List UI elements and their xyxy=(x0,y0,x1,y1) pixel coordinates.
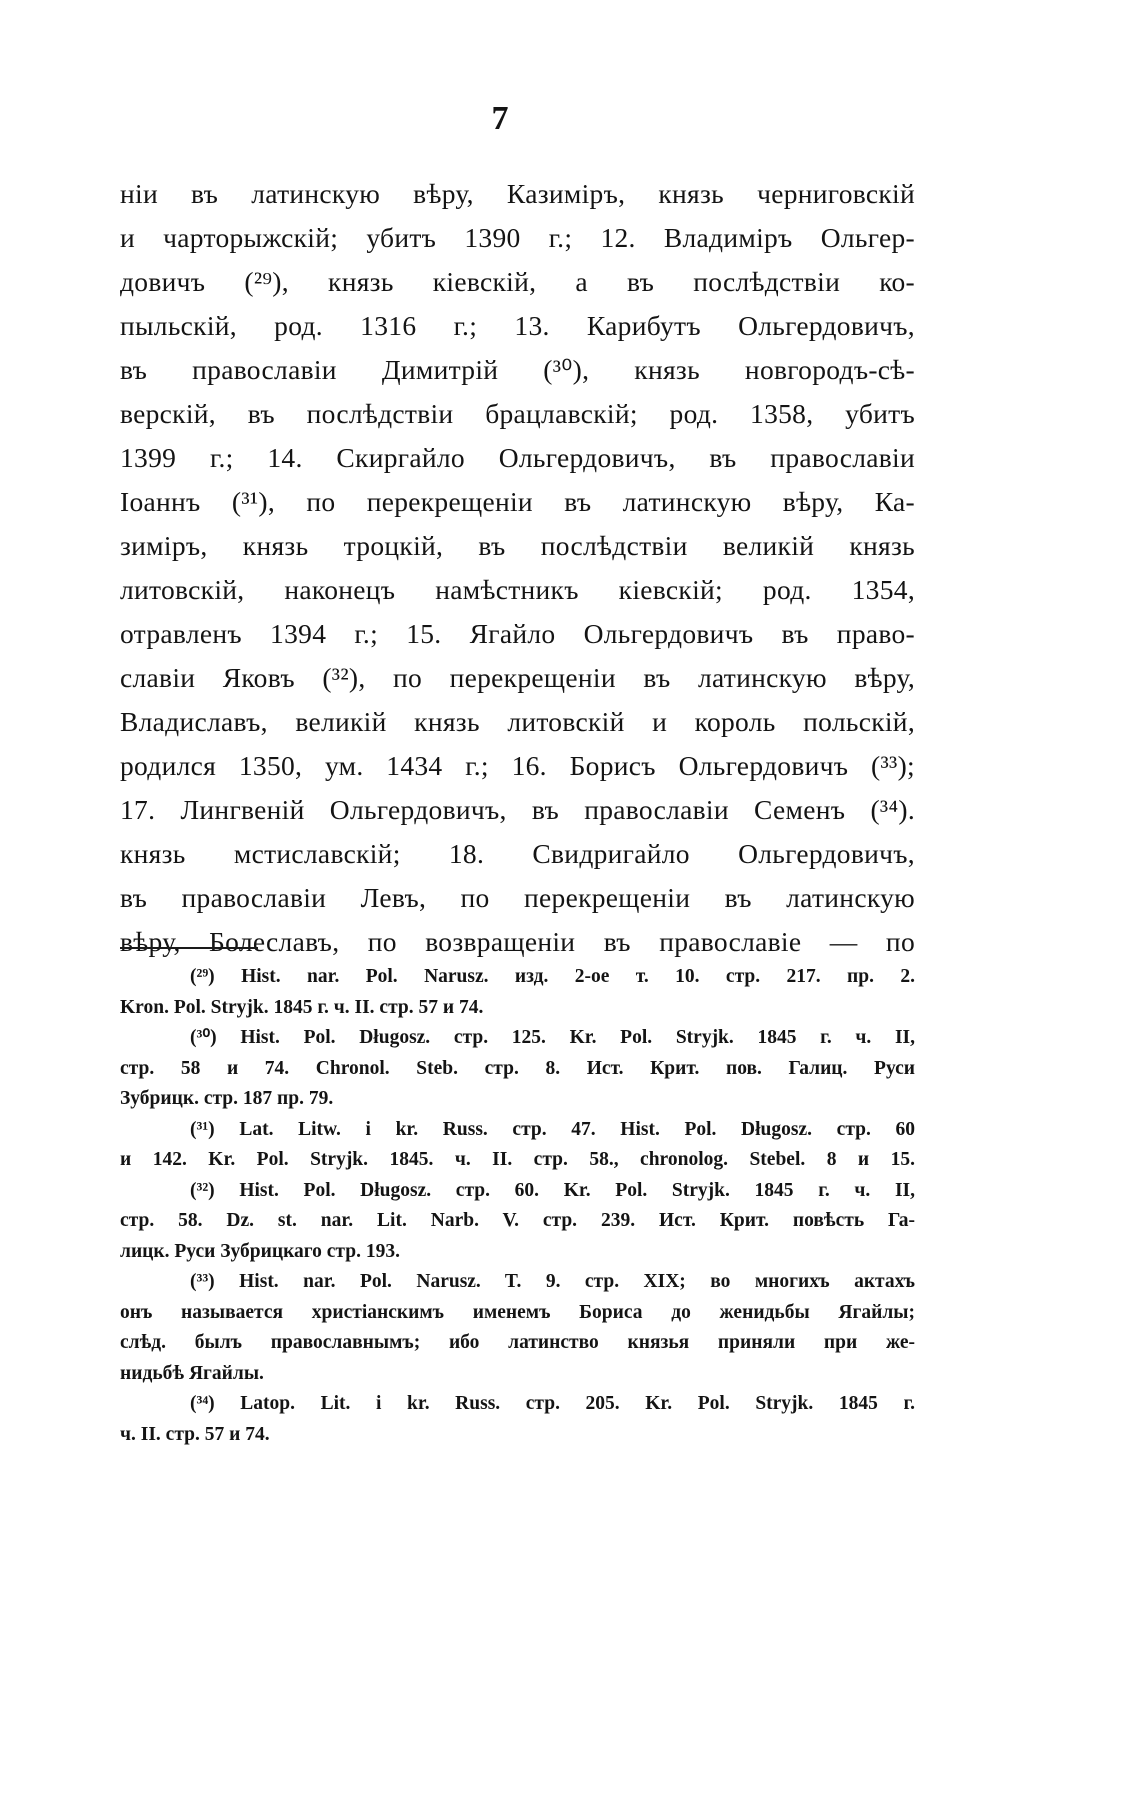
footnote-line: нидьбѣ Ягайлы. xyxy=(120,1362,264,1384)
text-line: князь мстиславскiй; 18. Свидригайло Ольгердовичъ, xyxy=(120,838,915,869)
text-line: нiи въ латинскую вѣру, Казимiръ, князь черниговскiй xyxy=(120,178,915,209)
text-line: верскiй, въ послѣдствiи брацлавскiй; род. 1358, убитъ xyxy=(120,398,915,429)
text-line: родился 1350, ум. 1434 г.; 16. Борисъ Ольгердовичъ (³³); xyxy=(120,750,915,781)
text-line: вѣру, Болеславъ, по возвращенiи въ православiе — по xyxy=(120,926,915,957)
footnote-line: (³⁰) Hist. Pol. Długosz. стр. 125. Kr. Pol. Stryjk. 1845 г. ч. II, xyxy=(190,1027,915,1048)
text-line: въ православiи Димитрiй (³⁰), князь новгородъ-сѣ- xyxy=(120,354,915,385)
footnote-line: Зубрицк. стр. 187 пр. 79. xyxy=(120,1088,334,1109)
footnote-line: Kron. Pol. Stryjk. 1845 г. ч. II. стр. 57 и 74. xyxy=(120,996,484,1018)
footnote-line: слѣд. былъ православнымъ; ибо латинство князья приняли при же- xyxy=(120,1332,915,1353)
footnotes-block xyxy=(120,962,915,1450)
footnote-line: (²⁹) Hist. nar. Pol. Narusz. изд. 2-ое т. 10. стр. 217. пр. 2. xyxy=(190,966,915,987)
text-line: отравленъ 1394 г.; 15. Ягайло Ольгердовичъ въ право- xyxy=(120,618,915,649)
footnote-line: (³³) Hist. nar. Pol. Narusz. T. 9. стр. XIX; во многихъ актахъ xyxy=(190,1271,915,1292)
footnote-line: ч. II. стр. 57 и 74. xyxy=(120,1423,270,1445)
page-number: 7 xyxy=(491,100,509,137)
footnote-line: и 142. Kr. Pol. Stryjk. 1845. ч. II. стр. 58., chronolog. Stebel. 8 и 15. xyxy=(120,1149,915,1170)
footnote-line: (³²) Hist. Pol. Długosz. стр. 60. Kr. Pol. Stryjk. 1845 г. ч. II, xyxy=(190,1179,915,1201)
text-line: пыльскiй, род. 1316 г.; 13. Карибутъ Ольгердовичъ, xyxy=(120,310,915,341)
footnote-divider xyxy=(120,947,258,949)
text-line: Iоаннъ (³¹), по перекрещенiи въ латинскую вѣру, Ка- xyxy=(120,486,915,517)
footnote-line: лицк. Руси Зубрицкаго стр. 193. xyxy=(120,1240,400,1262)
footnote-line: стр. 58 и 74. Chronol. Steb. стр. 8. Ист. Крит. пов. Галиц. Руси xyxy=(120,1057,915,1079)
footnote-line: стр. 58. Dz. st. nar. Lit. Narb. V. стр. 239. Ист. Крит. повѣсть Га- xyxy=(120,1210,915,1231)
text-line: и чарторыжскiй; убитъ 1390 г.; 12. Владимiръ Ольгер- xyxy=(120,222,915,253)
text-line: 17. Лингвенiй Ольгердовичъ, въ православiи Семенъ (³⁴). xyxy=(120,794,915,825)
text-line: довичъ (²⁹), князь кiевскiй, а въ послѣдствiи ко- xyxy=(120,266,915,297)
text-line: славiи Яковъ (³²), по перекрещенiи въ латинскую вѣру, xyxy=(120,662,915,693)
text-line: литовскiй, наконецъ намѣстникъ кiевскiй; род. 1354, xyxy=(120,574,915,605)
footnote-line: (³⁴) Latop. Lit. i kr. Russ. стр. 205. Kr. Pol. Stryjk. 1845 г. xyxy=(190,1393,915,1414)
text-line: 1399 г.; 14. Скиргайло Ольгердовичъ, въ православiи xyxy=(120,442,915,473)
footnote-line: онъ называется христiанскимъ именемъ Бориса до женидьбы Ягайлы; xyxy=(120,1301,915,1323)
footnote-line: (³¹) Lat. Litw. i kr. Russ. стр. 47. Hist. Pol. Długosz. стр. 60 xyxy=(190,1118,915,1140)
text-line: зимiръ, князь троцкiй, въ послѣдствiи великiй князь xyxy=(120,530,915,561)
main-text-block xyxy=(120,172,915,964)
text-line: въ православiи Левъ, по перекрещенiи въ латинскую xyxy=(120,882,915,913)
text-line: Владиславъ, великiй князь литовскiй и король польскiй, xyxy=(120,706,915,737)
